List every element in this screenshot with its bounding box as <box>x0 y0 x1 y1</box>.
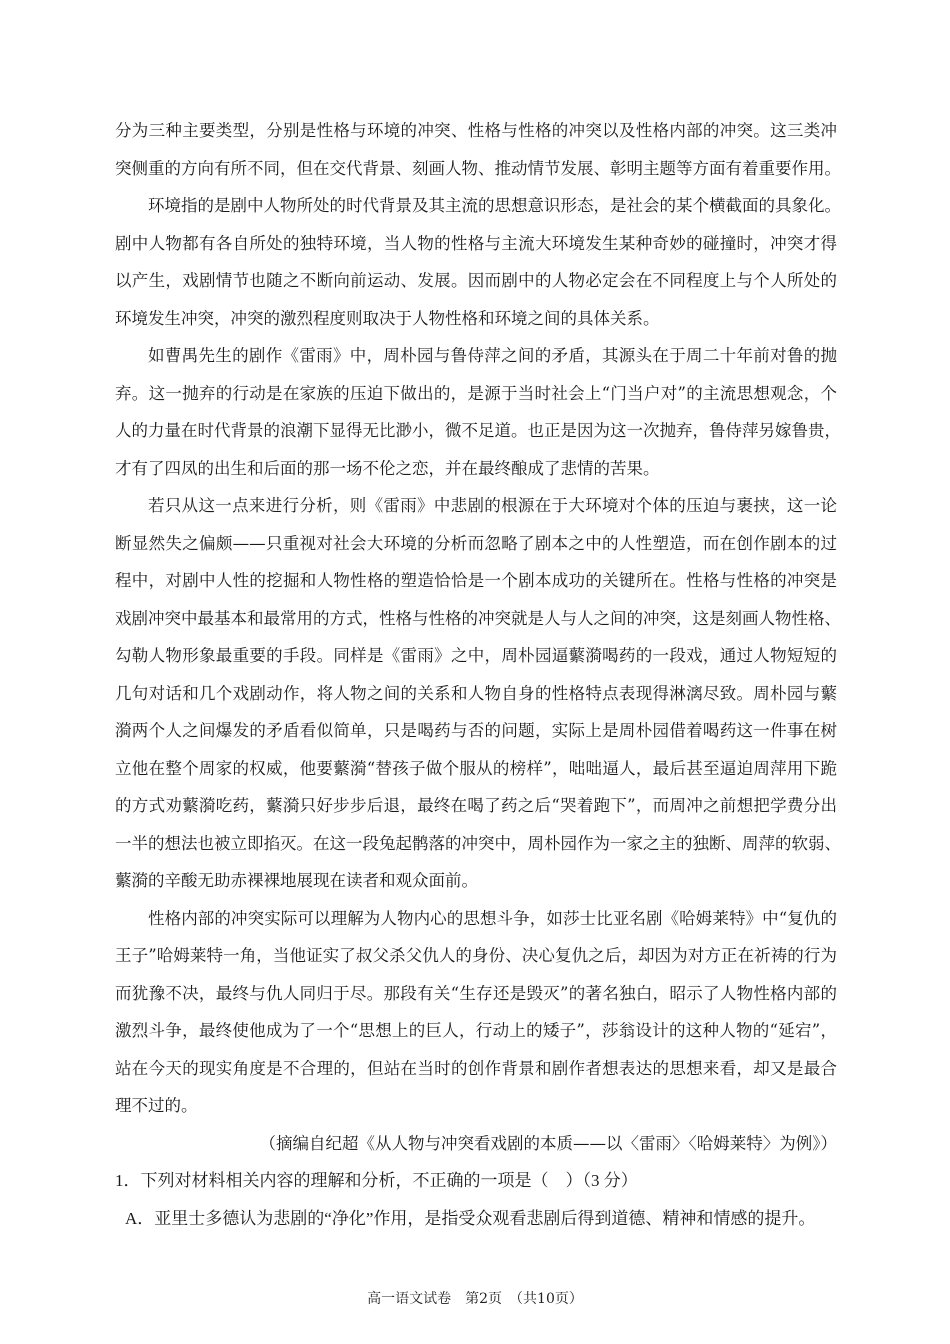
text-line: 站在今天的现实角度是不合理的，但站在当时的创作背景和剧作者想表达的思想来看，却又是最合 <box>115 1058 837 1078</box>
text-line: 蘩漪的辛酸无助赤裸裸地展现在读者和观众面前。 <box>115 871 478 890</box>
source-citation: （摘编自纪超《从人物与冲突看戏剧的本质——以〈雷雨〉〈哈姆莱特〉为例》） <box>259 1133 837 1153</box>
text-line: 而犹豫不决，最终与仇人同归于尽。那段有关“生存还是毁灭”的著名独白，昭示了人物性格内部的 <box>115 983 837 1003</box>
text-line: 程中，对剧中人性的挖掘和人物性格的塑造恰恰是一个剧本成功的关键所在。性格与性格的冲突是 <box>115 571 837 590</box>
text-line: 王子”哈姆莱特一角，当他证实了叔父杀父仇人的身份、决心复仇之后，却因为对方正在祈祷的行为 <box>115 946 837 965</box>
paragraph <box>115 187 841 337</box>
text-line: 突侧重的方向有所不同，但在交代背景、刻画人物、推动情节发展、彰明主题等方面有着重要作用。 <box>115 158 841 178</box>
paragraph <box>115 487 841 900</box>
paragraph <box>115 900 837 1125</box>
text-line: 断显然失之偏颇——只重视对社会大环境的分析而忽略了剧本之中的人性塑造，而在创作剧本的过 <box>115 533 837 553</box>
page-footer <box>0 1288 950 1307</box>
text-line: 性格内部的冲突实际可以理解为人物内心的思想斗争，如莎士比亚名剧《哈姆莱特》中“复仇的 <box>148 908 837 928</box>
answer-option: A．亚里士多德认为悲剧的“净化”作用，是指受众观看悲剧后得到道德、精神和情感的提升。 <box>125 1208 816 1228</box>
text-line: 才有了四凤的出生和后面的那一场不伦之恋，并在最终酿成了悲情的苦果。 <box>115 458 660 478</box>
text-line: 漪两个人之间爆发的矛盾看似简单，只是喝药与否的问题，实际上是周朴园借着喝药这一件事在树 <box>115 721 837 740</box>
text-line: 勾勒人物形象最重要的手段。同样是《雷雨》之中，周朴园逼蘩漪喝药的一段戏，通过人物短短的 <box>115 646 837 665</box>
page-footer-text: 高一语文试卷 第2页 （共10页） <box>367 1291 583 1307</box>
text-line: 的方式劝蘩漪吃药，蘩漪只好步步后退，最终在喝了药之后“哭着跑下”，而周冲之前想把学费分出 <box>115 796 837 815</box>
text-line: 几句对话和几个戏剧动作，将人物之间的关系和人物自身的性格特点表现得淋漓尽致。周朴园与蘩 <box>115 683 837 703</box>
text-line: 立他在整个周家的权威，他要蘩漪“替孩子做个服从的榜样”，咄咄逼人，最后甚至逼迫周萍用下跪 <box>115 758 837 778</box>
text-line: 激烈斗争，最终使他成为了一个“思想上的巨人，行动上的矮子”，莎翁设计的这种人物的“延宕”， <box>115 1021 837 1040</box>
text-line: 如曹禺先生的剧作《雷雨》中，周朴园与鲁侍萍之间的矛盾，其源头在于周二十年前对鲁的抛 <box>148 346 837 365</box>
text-line: 人的力量在时代背景的浪潮下显得无比渺小，微不足道。也正是因为这一次抛弃，鲁侍萍另嫁鲁贵， <box>115 421 841 440</box>
text-line: 以产生，戏剧情节也随之不断向前运动、发展。因而剧中的人物必定会在不同程度上与个人所处的 <box>115 271 837 290</box>
paragraph <box>115 112 841 187</box>
text-line: 一半的想法也被立即掐灭。在这一段兔起鹘落的冲突中，周朴园作为一家之主的独断、周萍的软弱、 <box>115 833 841 853</box>
text-line: 环境指的是剧中人物所处的时代背景及其主流的思想意识形态，是社会的某个横截面的具象化。 <box>148 196 841 215</box>
text-line: 弃。这一抛弃的行动是在家族的压迫下做出的，是源于当时社会上“门当户对”的主流思想观念，个 <box>115 383 837 403</box>
text-line: 分为三种主要类型，分别是性格与环境的冲突、性格与性格的冲突以及性格内部的冲突。这三类冲 <box>115 121 837 140</box>
text-line: 剧中人物都有各自所处的独特环境，当人物的性格与主流大环境发生某种奇妙的碰撞时，冲突才得 <box>115 233 837 253</box>
passage <box>115 112 841 1237</box>
text-line: 环境发生冲突，冲突的激烈程度则取决于人物性格和环境之间的具体关系。 <box>115 308 660 328</box>
text-line: 戏剧冲突中最基本和最常用的方式，性格与性格的冲突就是人与人之间的冲突，这是刻画人物性格、 <box>115 608 841 628</box>
question-stem: 1．下列对材料相关内容的理解和分析，不正确的一项是（ ）（3 分） <box>115 1171 638 1190</box>
text-line: 若只从这一点来进行分析，则《雷雨》中悲剧的根源在于大环境对个体的压迫与裹挟，这一论 <box>148 496 837 515</box>
paragraph <box>115 337 841 487</box>
text-line: 理不过的。 <box>115 1096 198 1115</box>
